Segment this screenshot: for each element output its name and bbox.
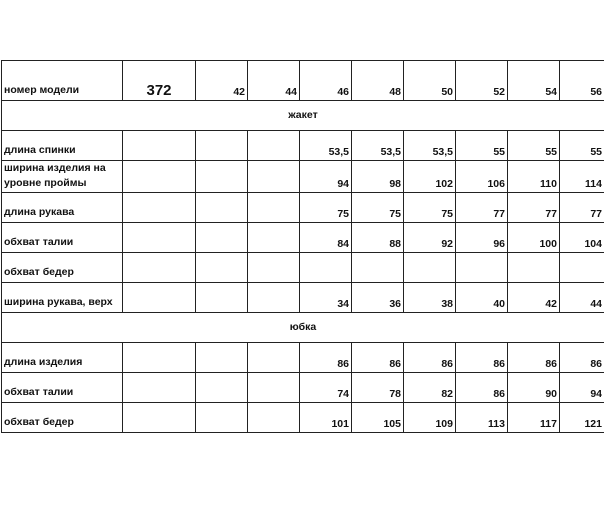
table-cell: 94 <box>560 373 604 403</box>
table-cell: 98 <box>352 161 404 193</box>
table-cell <box>123 193 196 223</box>
size-header: 48 <box>352 61 404 101</box>
table-cell: 42 <box>508 283 560 313</box>
table-cell: 100 <box>508 223 560 253</box>
table-cell <box>196 161 248 193</box>
table-cell: 38 <box>404 283 456 313</box>
size-header: 50 <box>404 61 456 101</box>
size-header: 46 <box>300 61 352 101</box>
table-cell <box>248 403 300 433</box>
table-cell: 78 <box>352 373 404 403</box>
table-cell <box>248 193 300 223</box>
table-cell: 88 <box>352 223 404 253</box>
table-cell: 40 <box>456 283 508 313</box>
table-cell: 105 <box>352 403 404 433</box>
table-cell <box>300 253 352 283</box>
table-cell <box>123 161 196 193</box>
table-row <box>2 131 604 161</box>
table-cell <box>248 373 300 403</box>
table-cell: 96 <box>456 223 508 253</box>
table-cell <box>248 161 300 193</box>
table-cell <box>123 131 196 161</box>
table-cell: 53,5 <box>404 131 456 161</box>
table-cell <box>123 283 196 313</box>
table-cell: 77 <box>508 193 560 223</box>
table-row <box>2 253 604 283</box>
section-title-jacket: жакет <box>2 101 604 131</box>
table-cell <box>123 403 196 433</box>
table-row <box>2 161 604 193</box>
section-title-skirt: юбка <box>2 313 604 343</box>
size-header: 56 <box>560 61 604 101</box>
table-cell: 55 <box>560 131 604 161</box>
table-row <box>2 373 604 403</box>
table-cell: 55 <box>456 131 508 161</box>
table-cell <box>248 253 300 283</box>
table-cell: 106 <box>456 161 508 193</box>
table-cell: 92 <box>404 223 456 253</box>
table-cell: 86 <box>560 343 604 373</box>
table-cell <box>123 343 196 373</box>
table-cell <box>404 253 456 283</box>
table-cell <box>196 343 248 373</box>
table-row <box>2 403 604 433</box>
header-row <box>2 61 604 101</box>
section-row-skirt <box>2 313 604 343</box>
row-label: обхват бедер <box>2 253 123 283</box>
row-label: длина спинки <box>2 131 123 161</box>
section-row-jacket <box>2 101 604 131</box>
table-cell: 121 <box>560 403 604 433</box>
table-cell: 86 <box>456 373 508 403</box>
table-cell: 102 <box>404 161 456 193</box>
table-cell: 34 <box>300 283 352 313</box>
size-header: 44 <box>248 61 300 101</box>
table-cell <box>123 373 196 403</box>
table-cell <box>123 223 196 253</box>
table-cell <box>196 223 248 253</box>
row-label: обхват талии <box>2 373 123 403</box>
table-cell: 53,5 <box>352 131 404 161</box>
model-number-value: 372 <box>123 61 196 101</box>
table-row <box>2 343 604 373</box>
row-label: длина рукава <box>2 193 123 223</box>
table-cell: 86 <box>456 343 508 373</box>
size-header: 54 <box>508 61 560 101</box>
table-cell: 77 <box>456 193 508 223</box>
table-cell: 75 <box>404 193 456 223</box>
size-chart-table <box>1 60 604 433</box>
table-cell: 74 <box>300 373 352 403</box>
table-cell: 109 <box>404 403 456 433</box>
table-cell: 94 <box>300 161 352 193</box>
table-cell: 86 <box>404 343 456 373</box>
table-cell: 84 <box>300 223 352 253</box>
table-cell <box>248 283 300 313</box>
table-cell: 77 <box>560 193 604 223</box>
table-cell: 113 <box>456 403 508 433</box>
model-number-label: номер модели <box>2 61 123 101</box>
table-cell <box>560 253 604 283</box>
table-cell <box>196 283 248 313</box>
table-cell: 75 <box>352 193 404 223</box>
table-cell: 75 <box>300 193 352 223</box>
table-cell: 44 <box>560 283 604 313</box>
table-cell: 86 <box>352 343 404 373</box>
table-cell: 101 <box>300 403 352 433</box>
table-cell <box>196 193 248 223</box>
table-cell: 86 <box>508 343 560 373</box>
table-cell <box>248 343 300 373</box>
table-cell: 86 <box>300 343 352 373</box>
table-cell <box>248 223 300 253</box>
table-cell <box>196 403 248 433</box>
table-cell <box>456 253 508 283</box>
table-cell: 90 <box>508 373 560 403</box>
table-cell: 110 <box>508 161 560 193</box>
table-cell <box>196 373 248 403</box>
row-label: ширина изделия на уровне проймы <box>2 161 123 193</box>
table-cell <box>196 131 248 161</box>
table-cell: 82 <box>404 373 456 403</box>
table-row <box>2 193 604 223</box>
table-cell: 36 <box>352 283 404 313</box>
size-header: 42 <box>196 61 248 101</box>
table-cell: 53,5 <box>300 131 352 161</box>
row-label: обхват бедер <box>2 403 123 433</box>
row-label: обхват талии <box>2 223 123 253</box>
table-cell: 114 <box>560 161 604 193</box>
size-header: 52 <box>456 61 508 101</box>
table-cell: 104 <box>560 223 604 253</box>
table-cell <box>352 253 404 283</box>
row-label: ширина рукава, верх <box>2 283 123 313</box>
table-cell <box>196 253 248 283</box>
table-row <box>2 223 604 253</box>
table-cell: 117 <box>508 403 560 433</box>
table-cell <box>248 131 300 161</box>
table-cell <box>123 253 196 283</box>
table-cell <box>508 253 560 283</box>
table-row <box>2 283 604 313</box>
table-cell: 55 <box>508 131 560 161</box>
row-label: длина изделия <box>2 343 123 373</box>
